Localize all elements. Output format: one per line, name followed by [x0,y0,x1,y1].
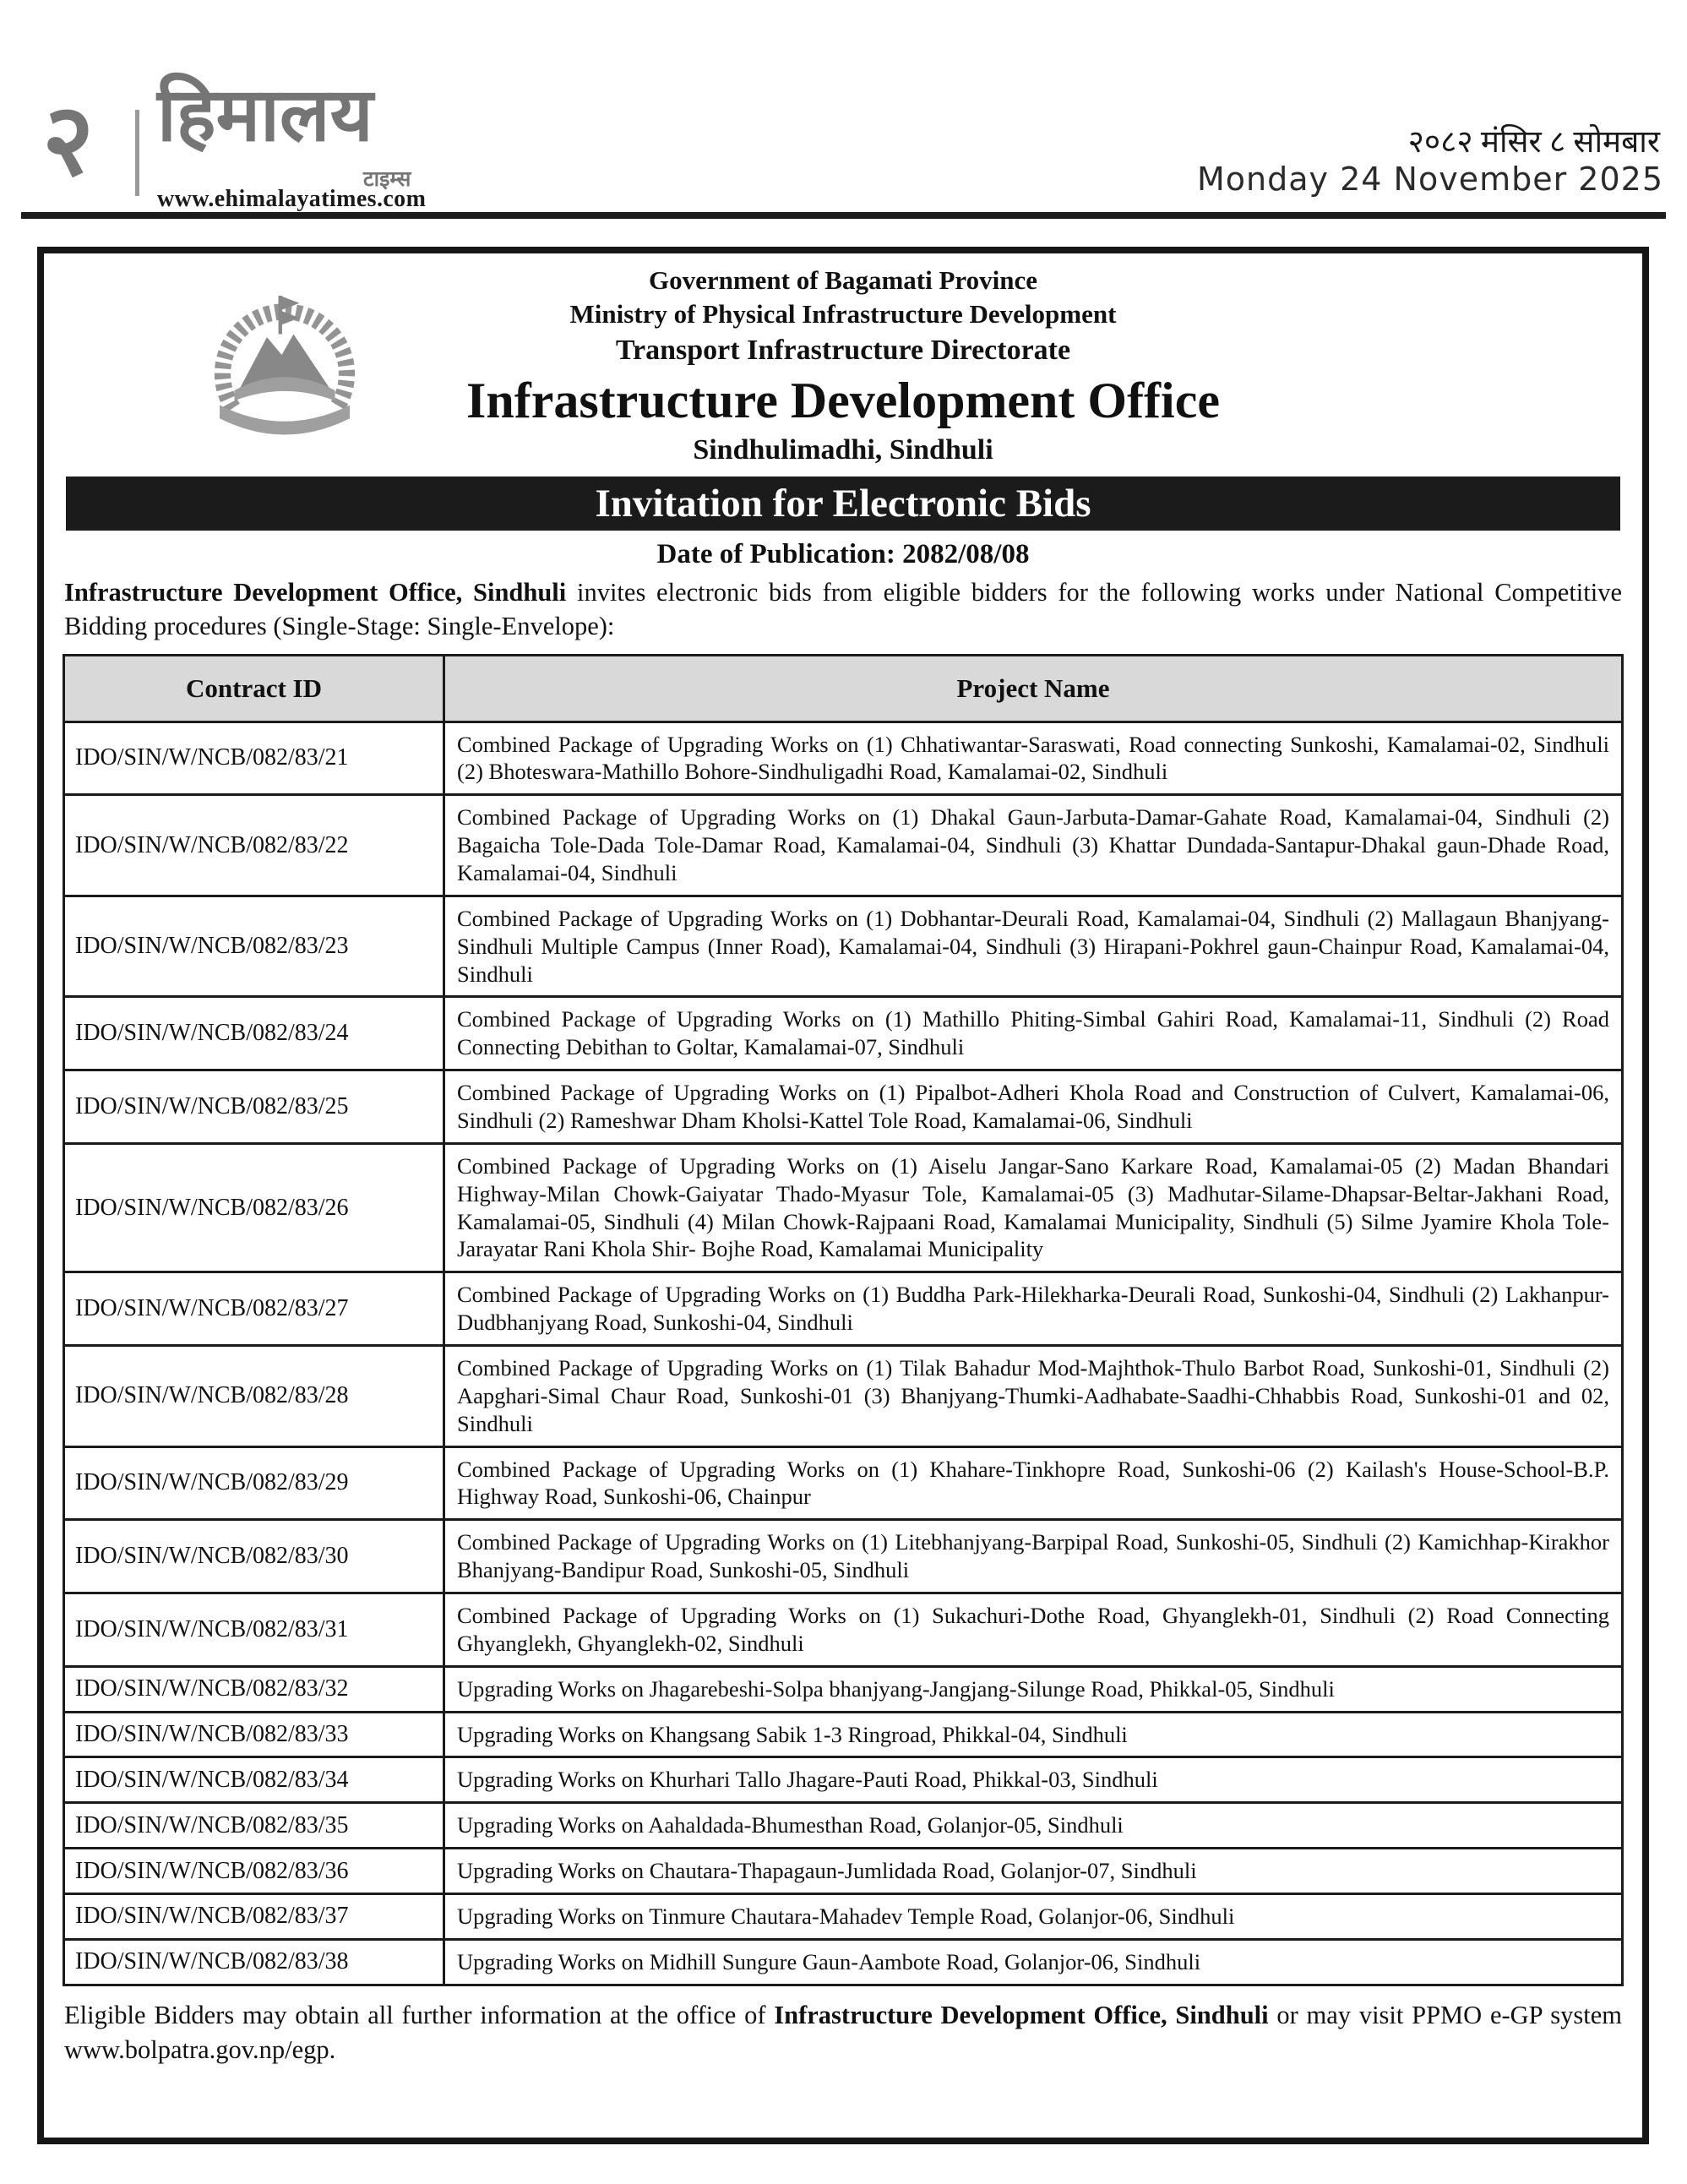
project-name-cell: Combined Package of Upgrading Works on (1) Buddha Park-Hilekharka-Deurali Road, Sunkoshi-04, Sindhuli (2) Lakhanpur-Dudbhanjyang Road, Sunkoshi-04, Sindhuli [444,1272,1623,1346]
newspaper-logo-subtitle: टाइम्स [363,168,411,191]
contract-id-cell: IDO/SIN/W/NCB/082/83/37 [64,1894,444,1940]
project-name-cell: Upgrading Works on Aahaldada-Bhumesthan Road, Golanjor-05, Sindhuli [444,1803,1623,1849]
table-row [64,1272,1623,1346]
table-row [64,722,1623,795]
table-row [64,1070,1623,1144]
contract-id-cell: IDO/SIN/W/NCB/082/83/25 [64,1070,444,1144]
edition-number: २ [42,85,95,196]
project-name-cell: Upgrading Works on Jhagarebeshi-Solpa bhanjyang-Jangjang-Silunge Road, Phikkal-05, Sindhuli [444,1666,1623,1712]
contract-id-cell: IDO/SIN/W/NCB/082/83/26 [64,1143,444,1272]
newspaper-logo: हिमालय [157,75,373,157]
government-header [63,264,1624,466]
contract-id-cell: IDO/SIN/W/NCB/082/83/33 [64,1712,444,1757]
contract-id-cell: IDO/SIN/W/NCB/082/83/23 [64,896,444,997]
project-name-cell: Combined Package of Upgrading Works on (1) Dhakal Gaun-Jarbuta-Damar-Gahate Road, Kamalamai-04, Sindhuli (2) Bagaicha Tole-Dada Tole-Damar Road, Kamalamai-04, Sindhuli (3) Khattar Dundada-Santapur-Dhakal gaun-Dhade Road, Kamalamai-04, Sindhuli [444,795,1623,896]
footer-text-post: or may visit PPMO e-GP system www.bolpatra.gov.np/egp. [64,2000,1622,2064]
ministry-line: Ministry of Physical Infrastructure Development [569,298,1117,329]
intro-paragraph [64,575,1622,644]
newspaper-website: www.ehimalayatimes.com [157,186,427,212]
footer-paragraph [64,1998,1622,2067]
contract-id-cell: IDO/SIN/W/NCB/082/83/29 [64,1446,444,1520]
publication-date: Date of Publication: 2082/08/08 [656,539,1030,570]
contract-id-cell: IDO/SIN/W/NCB/082/83/27 [64,1272,444,1346]
table-header-row [64,655,1623,722]
table-row [64,896,1623,997]
table-row [64,1346,1623,1447]
table-row [64,1520,1623,1593]
contract-id-cell: IDO/SIN/W/NCB/082/83/21 [64,722,444,795]
contract-id-cell: IDO/SIN/W/NCB/082/83/32 [64,1666,444,1712]
table-row [64,1757,1623,1803]
project-name-cell: Upgrading Works on Tinmure Chautara-Mahadev Temple Road, Golanjor-06, Sindhuli [444,1894,1623,1940]
project-name-cell: Upgrading Works on Khangsang Sabik 1-3 Ringroad, Phikkal-04, Sindhuli [444,1712,1623,1757]
tender-notice [37,247,1649,2144]
table-row [64,795,1623,896]
contract-id-cell: IDO/SIN/W/NCB/082/83/38 [64,1939,444,1985]
contract-id-cell: IDO/SIN/W/NCB/082/83/31 [64,1593,444,1667]
project-name-cell: Combined Package of Upgrading Works on (1) Litebhanjyang-Barpipal Road, Sunkoshi-05, Sindhuli (2) Kamichhap-Kirakhor Bhanjyang-Bandipur Road, Sunkoshi-05, Sindhuli [444,1520,1623,1593]
project-name-cell: Combined Package of Upgrading Works on (1) Pipalbot-Adheri Khola Road and Construction of Culvert, Kamalamai-06, Sindhuli (2) Rameshwar Dham Kholsi-Kattel Tole Road, Kamalamai-06, Sindhuli [444,1070,1623,1144]
project-name-cell: Combined Package of Upgrading Works on (1) Mathillo Phiting-Simbal Gahiri Road, Kamalamai-11, Sindhuli (2) Road Connecting Debithan to Goltar, Kamalamai-07, Sindhuli [444,997,1623,1070]
project-name-cell: Combined Package of Upgrading Works on (1) Tilak Bahadur Mod-Majhthok-Thulo Barbot Road, Sunkoshi-01, Sindhuli (2) Aapghari-Simal Chaur Road, Sunkoshi-01 (3) Bhanjyang-Thumki-Aadhabate-Saadhi-Chhabbis Road, Sunkoshi-01 and 02, Sindhuli [444,1346,1623,1447]
footer-text-pre: Eligible Bidders may obtain all further information at the office of [64,2000,775,2029]
table-row [64,1894,1623,1940]
table-row [64,1143,1623,1272]
table-row [64,1593,1623,1667]
footer-office-bold: Infrastructure Development Office, Sindhuli [774,2000,1269,2029]
directorate-line: Transport Infrastructure Directorate [615,335,1071,367]
notice-title-banner: Invitation for Electronic Bids [66,477,1620,531]
province-line: Government of Bagamati Province [648,265,1038,295]
table-row [64,1712,1623,1757]
table-row [64,1939,1623,1985]
contract-id-cell: IDO/SIN/W/NCB/082/83/22 [64,795,444,896]
english-date: Monday 24 November 2025 [1197,161,1663,198]
intro-office-bold: Infrastructure Development Office, Sindhuli [64,578,567,607]
intro-text: invites electronic bids from eligible bidders for the following works under National Competitive Bidding procedures (Single-Stage: Single-Envelope): [64,578,1623,641]
project-name-cell: Combined Package of Upgrading Works on (1) Dobhantar-Deurali Road, Kamalamai-04, Sindhuli (2) Mallagaun Bhanjyang-Sindhuli Multiple Campus (Inner Road), Kamalamai-04, Sindhuli (3) Hirapani-Pokhrel gaun-Chainpur Road, Kamalamai-04, Sindhuli [444,896,1623,997]
contract-id-cell: IDO/SIN/W/NCB/082/83/36 [64,1849,444,1894]
office-name: Infrastructure Development Office [466,372,1220,428]
table-row [64,1446,1623,1520]
table-row [64,1849,1623,1894]
project-name-cell: Upgrading Works on Midhill Sungure Gaun-Aambote Road, Golanjor-06, Sindhuli [444,1939,1623,1985]
contract-id-cell: IDO/SIN/W/NCB/082/83/24 [64,997,444,1070]
contract-id-cell: IDO/SIN/W/NCB/082/83/28 [64,1346,444,1447]
government-emblem-icon [196,269,373,453]
table-row [64,1666,1623,1712]
masthead-divider-rule [21,212,1666,219]
contract-id-header: Contract ID [64,655,444,722]
project-name-cell: Combined Package of Upgrading Works on (1) Aiselu Jangar-Sano Karkare Road, Kamalamai-05 (2) Madan Bhandari Highway-Milan Chowk-Gaiyatar Thado-Myasur Tole, Kamalamai-05 (3) Madhutar-Silame-Dhapsar-Beltar-Jakhani Road, Kamalamai-05, Sindhuli (4) Milan Chowk-Rajpaani Road, Kamalamai Municipality, Sindhuli (5) Silme Jyamire Khola Tole-Jarayatar Rani Khola Shir- Bojhe Road, Kamalamai Municipality [444,1143,1623,1272]
bids-table [63,654,1624,1986]
contract-id-cell: IDO/SIN/W/NCB/082/83/35 [64,1803,444,1849]
nepali-date: २०८२ मंसिर ८ सोमबार [1407,125,1660,160]
table-body [64,722,1623,1985]
project-name-cell: Combined Package of Upgrading Works on (1) Chhatiwantar-Saraswati, Road connecting Sunkoshi, Kamalamai-02, Sindhuli (2) Bhoteswara-Mathillo Bohore-Sindhuligadhi Road, Kamalamai-02, Sindhuli [444,722,1623,795]
project-name-header: Project Name [444,655,1623,722]
logo-divider [135,110,139,196]
contract-id-cell: IDO/SIN/W/NCB/082/83/30 [64,1520,444,1593]
project-name-cell: Upgrading Works on Chautara-Thapagaun-Jumlidada Road, Golanjor-07, Sindhuli [444,1849,1623,1894]
contract-id-cell: IDO/SIN/W/NCB/082/83/34 [64,1757,444,1803]
table-row [64,1803,1623,1849]
office-location: Sindhulimadhi, Sindhuli [693,434,993,466]
project-name-cell: Upgrading Works on Khurhari Tallo Jhagare-Pauti Road, Phikkal-03, Sindhuli [444,1757,1623,1803]
project-name-cell: Combined Package of Upgrading Works on (1) Khahare-Tinkhopre Road, Sunkoshi-06 (2) Kailash's House-School-B.P. Highway Road, Sunkoshi-06, Chainpur [444,1446,1623,1520]
table-row [64,997,1623,1070]
project-name-cell: Combined Package of Upgrading Works on (1) Sukachuri-Dothe Road, Ghyanglekh-01, Sindhuli (2) Road Connecting Ghyanglekh, Ghyanglekh-02, Sindhuli [444,1593,1623,1667]
